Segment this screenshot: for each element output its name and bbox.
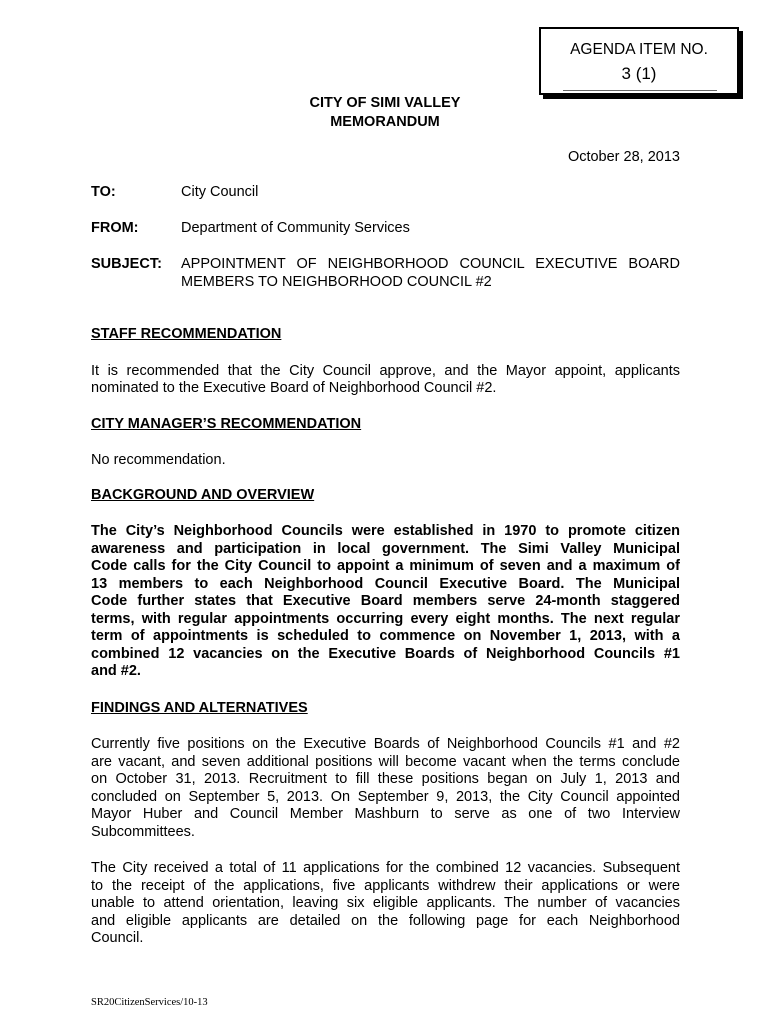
background-line: combined 12 vacancies on the Executive Boards of Neighborhood Councils #1 bbox=[91, 646, 680, 662]
findings-heading: FINDINGS AND ALTERNATIVES bbox=[91, 700, 308, 716]
background-line: and #2. bbox=[91, 663, 141, 679]
memo-type-title: MEMORANDUM bbox=[330, 114, 440, 130]
findings-para1-line: Currently five positions on the Executive Boards of Neighborhood Councils #1 and #2 bbox=[91, 736, 680, 752]
background-line: awareness and participation in local government. The Simi Valley Municipal bbox=[91, 541, 680, 557]
findings-para1-line: on October 31, 2013. Recruitment to fill these positions began on July 1, 2013 and bbox=[91, 771, 680, 787]
agenda-item-rule bbox=[563, 90, 717, 91]
agenda-item-label: AGENDA ITEM NO. bbox=[570, 41, 708, 58]
findings-para1-line: Mayor Huber and Council Member Mashburn to serve as one of two Interview bbox=[91, 806, 680, 822]
memo-org-title: CITY OF SIMI VALLEY bbox=[309, 95, 461, 111]
staff-recommendation-heading: STAFF RECOMMENDATION bbox=[91, 326, 282, 342]
findings-para2-line: The City received a total of 11 applications for the combined 12 vacancies. Subsequent bbox=[91, 860, 680, 876]
background-line: 13 members to each Neighborhood Council Executive Board. The Municipal bbox=[91, 576, 680, 592]
findings-para1-line: are vacant, and seven additional positions will become vacant when the terms conclude bbox=[91, 754, 680, 770]
background-line: terms, with regular appointments occurring every eight months. The next regular bbox=[91, 611, 680, 627]
staff-recommendation-line: nominated to the Executive Board of Neighborhood Council #2. bbox=[91, 380, 497, 396]
from-label: FROM: bbox=[91, 220, 139, 236]
subject-line-1: APPOINTMENT OF NEIGHBORHOOD COUNCIL EXECUTIVE BOARD bbox=[181, 256, 680, 272]
agenda-item-box bbox=[539, 27, 739, 95]
findings-para2-line: Council. bbox=[91, 930, 144, 946]
document-footer-code: SR20CitizenServices/10-13 bbox=[91, 997, 208, 1008]
background-line: term of appointments is scheduled to commence on November 1, 2013, with a bbox=[91, 628, 680, 644]
findings-para2-line: unable to attend orientation, leaving six eligible applicants. The number of vacancies bbox=[91, 895, 680, 911]
background-line: Code further states that Executive Board members serve 24-month staggered bbox=[91, 593, 680, 609]
city-manager-heading: CITY MANAGER’S RECOMMENDATION bbox=[91, 416, 362, 432]
findings-para1-line: Subcommittees. bbox=[91, 824, 195, 840]
city-manager-text: No recommendation. bbox=[91, 452, 226, 468]
staff-recommendation-line: It is recommended that the City Council approve, and the Mayor appoint, applicants bbox=[91, 363, 680, 379]
findings-para1-line: concluded on September 5, 2013. On September 9, 2013, the City Council appointed bbox=[91, 789, 680, 805]
agenda-item-number: 3 (1) bbox=[621, 64, 657, 83]
from-value: Department of Community Services bbox=[181, 220, 410, 236]
to-label: TO: bbox=[91, 184, 116, 200]
subject-label: SUBJECT: bbox=[91, 256, 162, 272]
background-line: Code calls for the City Council to appoint a minimum of seven and a maximum of bbox=[91, 558, 680, 574]
findings-para2-line: to the receipt of the applications, five applicants withdrew their applications or were bbox=[91, 878, 680, 894]
findings-para2-line: and eligible applicants are detailed on the following page for each Neighborhood bbox=[91, 913, 680, 929]
subject-line-2: MEMBERS TO NEIGHBORHOOD COUNCIL #2 bbox=[181, 274, 492, 290]
to-value: City Council bbox=[181, 184, 259, 200]
memo-date: October 28, 2013 bbox=[567, 149, 680, 165]
background-heading: BACKGROUND AND OVERVIEW bbox=[91, 487, 315, 503]
background-line: The City’s Neighborhood Councils were established in 1970 to promote citizen bbox=[91, 523, 680, 539]
